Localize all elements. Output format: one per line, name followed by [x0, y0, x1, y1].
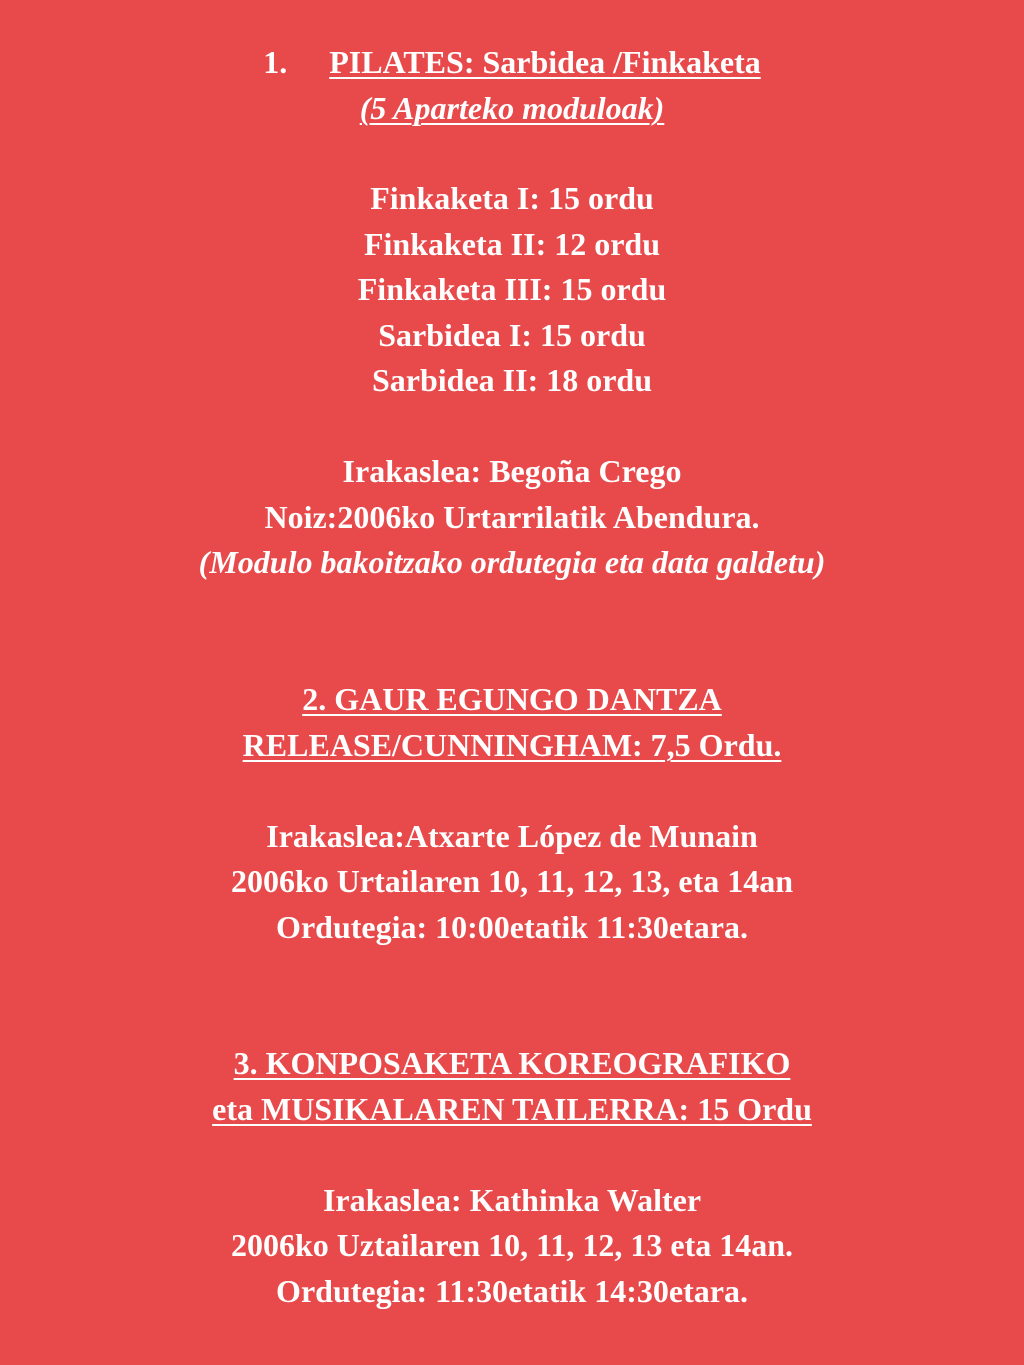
- section1-module: Finkaketa III: 15 ordu: [357, 271, 667, 307]
- section3-title-line1-row: [0, 1043, 1024, 1083]
- section1-module: Sarbidea II: 18 ordu: [371, 362, 653, 398]
- section1-subtitle: (5 Aparteko moduloak): [359, 90, 665, 126]
- section2-title-line1: 2. GAUR EGUNGO DANTZA: [302, 681, 722, 717]
- section3-title-line1: 3. KONPOSAKETA KOREOGRAFIKO: [233, 1045, 791, 1081]
- section2-title-line1-row: [0, 679, 1024, 719]
- section2-dates: 2006ko Urtailaren 10, 11, 12, 13, eta 14an: [230, 863, 794, 899]
- section1-when: Noiz:2006ko Urtarrilatik Abendura.: [264, 499, 760, 535]
- section3-dates: 2006ko Uztailaren 10, 11, 12, 13 eta 14an.: [230, 1227, 794, 1263]
- section2-title-line2: RELEASE/CUNNINGHAM: 7,5 Ordu.: [242, 727, 782, 763]
- section3-title-line2-row: [0, 1089, 1024, 1129]
- section1-title: PILATES: Sarbidea /Finkaketa: [329, 44, 761, 80]
- section1-note: (Modulo bakoitzako ordutegia eta data galdetu): [198, 544, 826, 580]
- section1-module: Finkaketa II: 12 ordu: [363, 226, 661, 262]
- section3-schedule: Ordutegia: 11:30etatik 14:30etara.: [276, 1273, 748, 1309]
- section1-subtitle-line: [0, 88, 1024, 128]
- section1-module: Sarbidea I: 15 ordu: [378, 317, 646, 353]
- section2-title-line2-row: [0, 725, 1024, 765]
- section2-schedule: Ordutegia: 10:00etatik 11:30etara.: [276, 909, 748, 945]
- section1-heading: [0, 42, 1024, 82]
- section1-teacher: Irakaslea: Begoña Crego: [342, 453, 682, 489]
- section2-teacher: Irakaslea:Atxarte López de Munain: [266, 818, 758, 854]
- section1-number: 1.: [263, 44, 288, 80]
- section3-title-line2: eta MUSIKALAREN TAILERRA: 15 Ordu: [212, 1091, 812, 1127]
- section1-module: Finkaketa I: 15 ordu: [370, 180, 654, 216]
- section3-teacher: Irakaslea: Kathinka Walter: [322, 1182, 702, 1218]
